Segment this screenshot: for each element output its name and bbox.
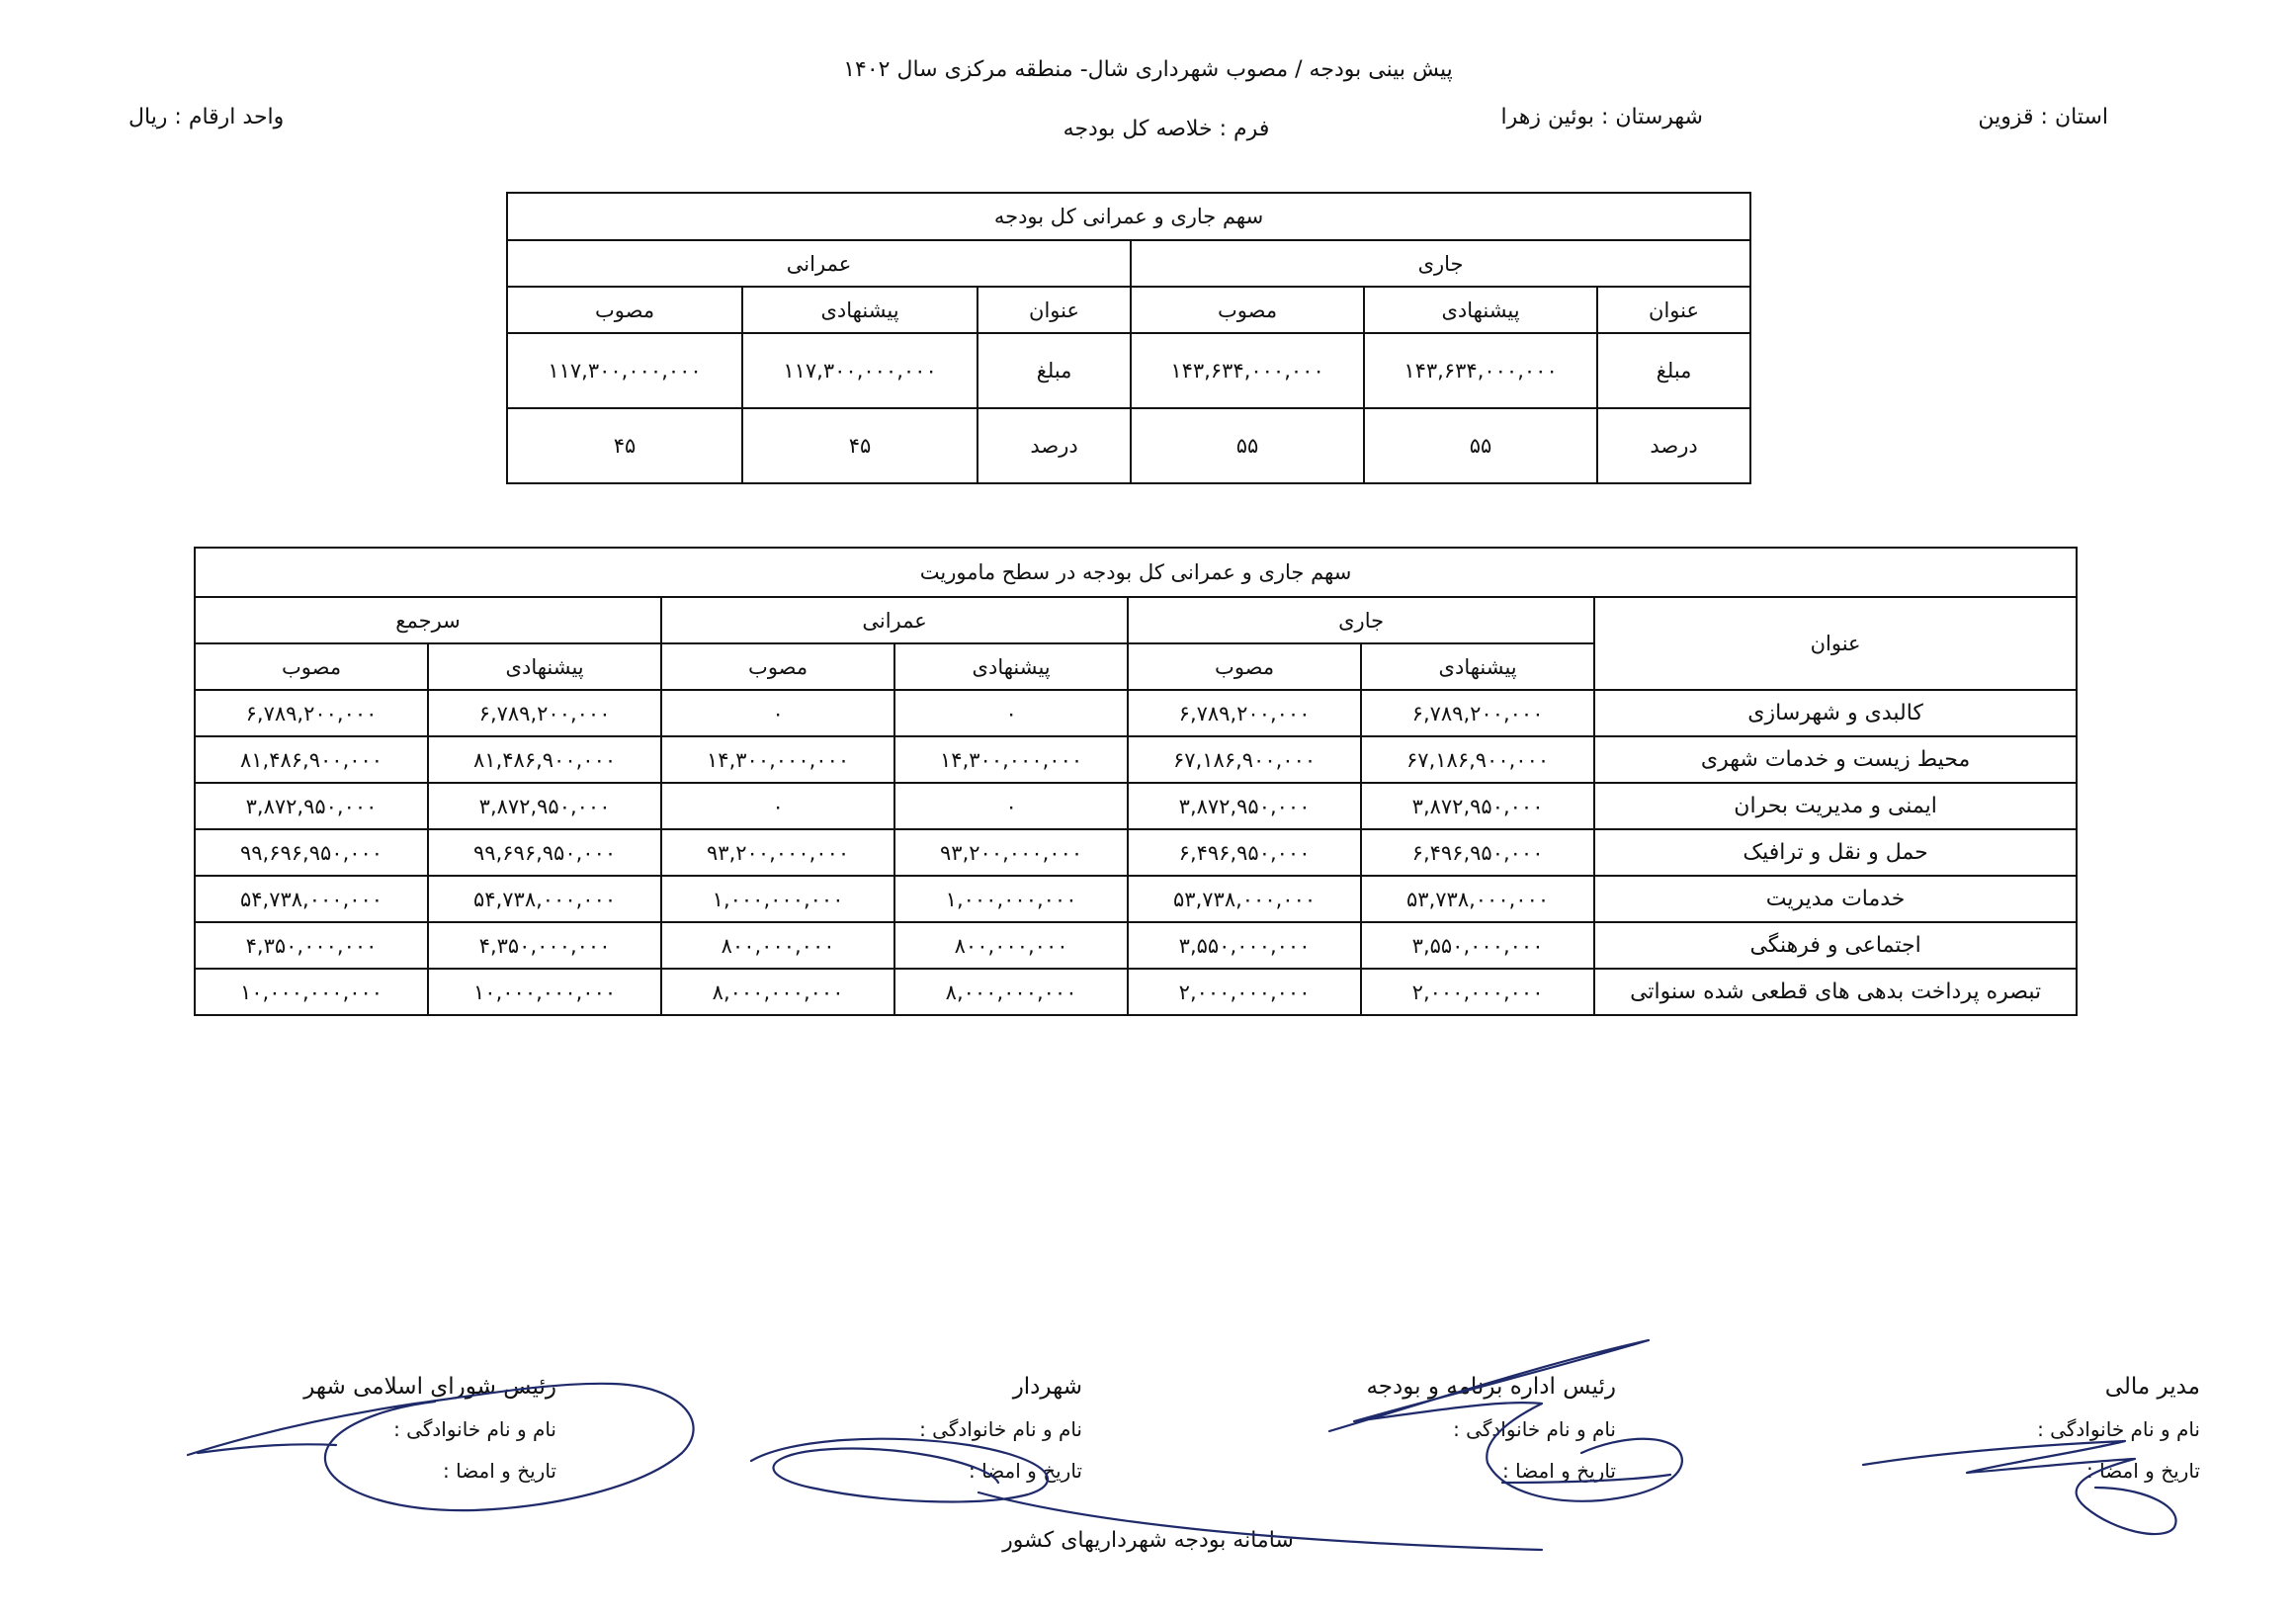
cell-capital-approved: ۱۱۷,۳۰۰,۰۰۰,۰۰۰	[507, 333, 742, 408]
column-header-approved: مصوب	[507, 287, 742, 333]
cell-capital-approved: ۰	[661, 690, 894, 736]
cell-total-approved: ۱۰,۰۰۰,۰۰۰,۰۰۰	[195, 969, 428, 1015]
signature-block-budget-head	[1366, 1374, 1616, 1483]
cell-current-approved: ۵۵	[1131, 408, 1364, 483]
cell-capital-approved: ۹۳,۲۰۰,۰۰۰,۰۰۰	[661, 829, 894, 876]
cell-current-proposed: ۶۷,۱۸۶,۹۰۰,۰۰۰	[1361, 736, 1594, 783]
cell-current-approved: ۳,۸۷۲,۹۵۰,۰۰۰	[1128, 783, 1361, 829]
signature-name-line: نام و نام خانوادگی :	[919, 1417, 1082, 1441]
column-header-proposed: پیشنهادی	[1364, 287, 1597, 333]
row-label: مبلغ	[978, 333, 1131, 408]
cell-capital-approved: ۸۰۰,۰۰۰,۰۰۰	[661, 922, 894, 969]
table-row	[195, 922, 2077, 969]
cell-current-proposed: ۶,۴۹۶,۹۵۰,۰۰۰	[1361, 829, 1594, 876]
row-title: محیط زیست و خدمات شهری	[1594, 736, 2077, 783]
group-capital-header: عمرانی	[507, 240, 1131, 287]
table-caption: سهم جاری و عمرانی کل بودجه	[507, 193, 1750, 240]
cell-current-approved: ۱۴۳,۶۳۴,۰۰۰,۰۰۰	[1131, 333, 1364, 408]
cell-capital-proposed: ۱,۰۰۰,۰۰۰,۰۰۰	[894, 876, 1128, 922]
signature-name-line: نام و نام خانوادگی :	[393, 1417, 556, 1441]
cell-total-proposed: ۱۰,۰۰۰,۰۰۰,۰۰۰	[428, 969, 661, 1015]
cell-capital-approved: ۸,۰۰۰,۰۰۰,۰۰۰	[661, 969, 894, 1015]
cell-total-approved: ۹۹,۶۹۶,۹۵۰,۰۰۰	[195, 829, 428, 876]
cell-current-proposed: ۱۴۳,۶۳۴,۰۰۰,۰۰۰	[1364, 333, 1597, 408]
row-label: درصد	[978, 408, 1131, 483]
row-title: کالبدی و شهرسازی	[1594, 690, 2077, 736]
cell-current-approved: ۶,۴۹۶,۹۵۰,۰۰۰	[1128, 829, 1361, 876]
signature-title: رئیس اداره برنامه و بودجه	[1366, 1374, 1616, 1400]
province-label: استان : قزوین	[1978, 105, 2108, 129]
signature-title: مدیر مالی	[2104, 1374, 2200, 1400]
row-title: حمل و نقل و ترافیک	[1594, 829, 2077, 876]
budget-summary-table	[506, 192, 1751, 484]
column-header-proposed: پیشنهادی	[1361, 643, 1594, 690]
cell-capital-proposed: ۴۵	[742, 408, 978, 483]
cell-total-approved: ۶,۷۸۹,۲۰۰,۰۰۰	[195, 690, 428, 736]
row-title: اجتماعی و فرهنگی	[1594, 922, 2077, 969]
unit-label: واحد ارقام : ریال	[128, 105, 285, 129]
column-header-title: عنوان	[1594, 597, 2077, 690]
cell-current-proposed: ۲,۰۰۰,۰۰۰,۰۰۰	[1361, 969, 1594, 1015]
table-row	[195, 783, 2077, 829]
column-header-proposed: پیشنهادی	[742, 287, 978, 333]
group-current-header: جاری	[1131, 240, 1750, 287]
table-row	[195, 829, 2077, 876]
signature-block-finance-manager	[2037, 1374, 2200, 1483]
group-current-header: جاری	[1128, 597, 1594, 643]
cell-capital-proposed: ۱۱۷,۳۰۰,۰۰۰,۰۰۰	[742, 333, 978, 408]
cell-capital-proposed: ۰	[894, 690, 1128, 736]
table-row	[195, 876, 2077, 922]
row-title: تبصره پرداخت بدهی های قطعی شده سنواتی	[1594, 969, 2077, 1015]
signature-date-line: تاریخ و امضا :	[443, 1459, 556, 1483]
signature-date-line: تاریخ و امضا :	[1502, 1459, 1616, 1483]
cell-total-approved: ۳,۸۷۲,۹۵۰,۰۰۰	[195, 783, 428, 829]
table-row	[195, 736, 2077, 783]
row-title: خدمات مدیریت	[1594, 876, 2077, 922]
cell-total-proposed: ۴,۳۵۰,۰۰۰,۰۰۰	[428, 922, 661, 969]
cell-total-approved: ۵۴,۷۳۸,۰۰۰,۰۰۰	[195, 876, 428, 922]
cell-capital-approved: ۴۵	[507, 408, 742, 483]
signature-block-council-head	[303, 1374, 556, 1483]
table-row	[195, 690, 2077, 736]
cell-current-proposed: ۳,۵۵۰,۰۰۰,۰۰۰	[1361, 922, 1594, 969]
signature-name-line: نام و نام خانوادگی :	[2037, 1417, 2200, 1441]
cell-current-approved: ۶,۷۸۹,۲۰۰,۰۰۰	[1128, 690, 1361, 736]
column-header-title: عنوان	[1597, 287, 1750, 333]
cell-current-proposed: ۳,۸۷۲,۹۵۰,۰۰۰	[1361, 783, 1594, 829]
column-header-approved: مصوب	[195, 643, 428, 690]
column-header-proposed: پیشنهادی	[894, 643, 1128, 690]
cell-capital-approved: ۱,۰۰۰,۰۰۰,۰۰۰	[661, 876, 894, 922]
cell-capital-proposed: ۸,۰۰۰,۰۰۰,۰۰۰	[894, 969, 1128, 1015]
cell-capital-proposed: ۹۳,۲۰۰,۰۰۰,۰۰۰	[894, 829, 1128, 876]
cell-capital-proposed: ۰	[894, 783, 1128, 829]
cell-total-proposed: ۹۹,۶۹۶,۹۵۰,۰۰۰	[428, 829, 661, 876]
column-header-approved: مصوب	[1128, 643, 1361, 690]
signature-block-mayor	[919, 1374, 1082, 1483]
signature-title: رئیس شورای اسلامی شهر	[303, 1374, 556, 1400]
cell-total-proposed: ۶,۷۸۹,۲۰۰,۰۰۰	[428, 690, 661, 736]
cell-total-approved: ۴,۳۵۰,۰۰۰,۰۰۰	[195, 922, 428, 969]
cell-current-approved: ۲,۰۰۰,۰۰۰,۰۰۰	[1128, 969, 1361, 1015]
cell-current-proposed: ۶,۷۸۹,۲۰۰,۰۰۰	[1361, 690, 1594, 736]
signature-date-line: تاریخ و امضا :	[2086, 1459, 2200, 1483]
cell-capital-approved: ۰	[661, 783, 894, 829]
table-caption: سهم جاری و عمرانی کل بودجه در سطح ماموریت	[195, 548, 2077, 597]
cell-current-proposed: ۵۳,۷۳۸,۰۰۰,۰۰۰	[1361, 876, 1594, 922]
cell-total-proposed: ۵۴,۷۳۸,۰۰۰,۰۰۰	[428, 876, 661, 922]
column-header-proposed: پیشنهادی	[428, 643, 661, 690]
table-row	[507, 408, 1750, 483]
form-name-label: فرم : خلاصه کل بودجه	[1063, 117, 1270, 141]
cell-capital-approved: ۱۴,۳۰۰,۰۰۰,۰۰۰	[661, 736, 894, 783]
cell-current-approved: ۳,۵۵۰,۰۰۰,۰۰۰	[1128, 922, 1361, 969]
row-title: ایمنی و مدیریت بحران	[1594, 783, 2077, 829]
mission-budget-table	[194, 547, 2078, 1016]
cell-current-proposed: ۵۵	[1364, 408, 1597, 483]
cell-current-approved: ۵۳,۷۳۸,۰۰۰,۰۰۰	[1128, 876, 1361, 922]
signature-name-line: نام و نام خانوادگی :	[1453, 1417, 1616, 1441]
footer-system-name: سامانه بودجه شهرداریهای کشور	[1002, 1528, 1294, 1553]
group-capital-header: عمرانی	[661, 597, 1128, 643]
signature-date-line: تاریخ و امضا :	[969, 1459, 1082, 1483]
row-label: درصد	[1597, 408, 1750, 483]
column-header-approved: مصوب	[1131, 287, 1364, 333]
row-label: مبلغ	[1597, 333, 1750, 408]
cell-current-approved: ۶۷,۱۸۶,۹۰۰,۰۰۰	[1128, 736, 1361, 783]
column-header-title: عنوان	[978, 287, 1131, 333]
table-row	[195, 969, 2077, 1015]
cell-capital-proposed: ۸۰۰,۰۰۰,۰۰۰	[894, 922, 1128, 969]
column-header-approved: مصوب	[661, 643, 894, 690]
group-total-header: سرجمع	[195, 597, 661, 643]
signature-title: شهردار	[1012, 1374, 1082, 1400]
cell-total-approved: ۸۱,۴۸۶,۹۰۰,۰۰۰	[195, 736, 428, 783]
cell-capital-proposed: ۱۴,۳۰۰,۰۰۰,۰۰۰	[894, 736, 1128, 783]
document-title: پیش بینی بودجه / مصوب شهرداری شال- منطقه مرکزی سال ۱۴۰۲	[843, 57, 1453, 82]
county-label: شهرستان : بوئین زهرا	[1500, 105, 1703, 129]
table-row	[507, 333, 1750, 408]
cell-total-proposed: ۸۱,۴۸۶,۹۰۰,۰۰۰	[428, 736, 661, 783]
cell-total-proposed: ۳,۸۷۲,۹۵۰,۰۰۰	[428, 783, 661, 829]
